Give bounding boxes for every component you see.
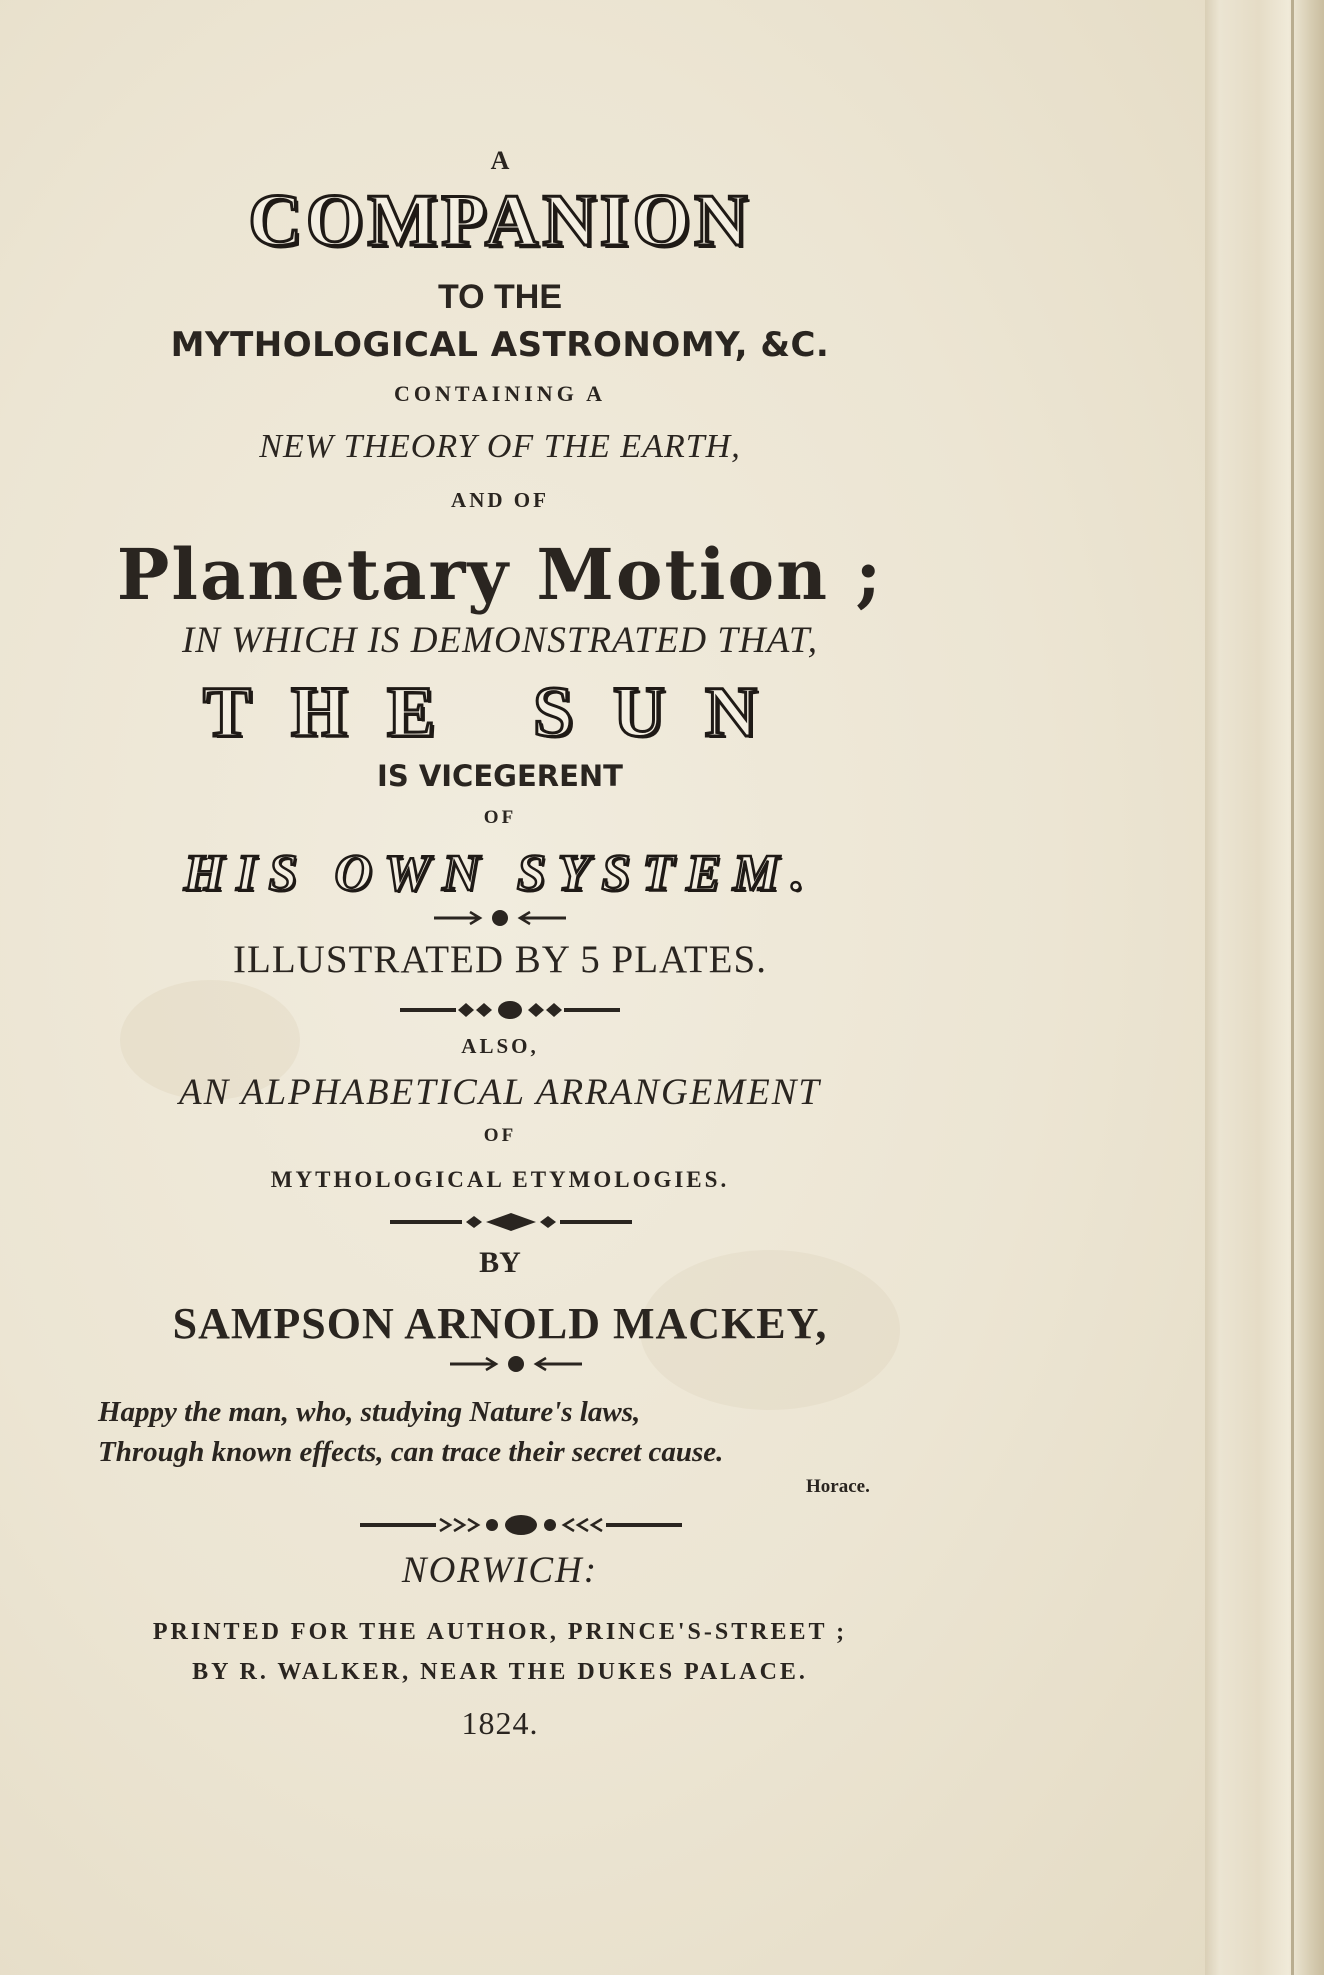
page-fold	[1291, 0, 1294, 1975]
of-line: OF	[483, 807, 517, 828]
vicegerent-line: IS VICEGERENT	[377, 759, 623, 793]
ornament-rule-icon	[396, 998, 624, 1022]
alphabetical-line: AN ALPHABETICAL ARRANGEMENT	[179, 1072, 821, 1113]
adjacent-page-edge	[1205, 0, 1324, 1975]
printer-line: BY R. WALKER, NEAR THE DUKES PALACE.	[192, 1659, 808, 1685]
ornament-rule-icon	[430, 907, 570, 929]
main-title: COMPANION	[248, 180, 752, 262]
the-sun-heading: THE SUN	[202, 672, 798, 752]
etymologies-line: MYTHOLOGICAL ETYMOLOGIES.	[270, 1167, 730, 1192]
containing-line: CONTAINING A	[393, 381, 606, 406]
his-own-system-heading: HIS OWN SYSTEM.	[183, 845, 817, 902]
ornament-rule-icon	[386, 1210, 636, 1234]
motto-line: Through known effects, can trace their secret cause.	[98, 1436, 724, 1468]
motto-line: Happy the man, who, studying Nature's laws,	[98, 1396, 641, 1428]
ornament-rule-icon	[356, 1512, 686, 1538]
of-line: OF	[483, 1125, 517, 1146]
author-name: SAMPSON ARNOLD MACKEY,	[172, 1299, 828, 1348]
publication-year: 1824.	[461, 1705, 539, 1741]
ornament-rule-icon	[446, 1353, 586, 1375]
publication-place: NORWICH:	[401, 1550, 599, 1591]
new-theory-line: NEW THEORY OF THE EARTH,	[259, 428, 741, 465]
by-line: BY	[479, 1246, 521, 1279]
planetary-motion-heading: Planetary Motion ;	[116, 533, 884, 616]
illustrated-line: ILLUSTRATED BY 5 PLATES.	[233, 938, 767, 981]
title-connector: TO THE	[437, 278, 563, 316]
motto-attribution: Horace.	[806, 1476, 870, 1497]
and-of-line: AND OF	[451, 488, 549, 512]
printer-line: PRINTED FOR THE AUTHOR, PRINCE'S-STREET ;	[152, 1619, 848, 1645]
also-line: ALSO,	[461, 1034, 539, 1058]
title-article: A	[490, 146, 510, 175]
demonstrated-line: IN WHICH IS DEMONSTRATED THAT,	[181, 620, 819, 661]
subject-line: MYTHOLOGICAL ASTRONOMY, &C.	[170, 325, 830, 365]
